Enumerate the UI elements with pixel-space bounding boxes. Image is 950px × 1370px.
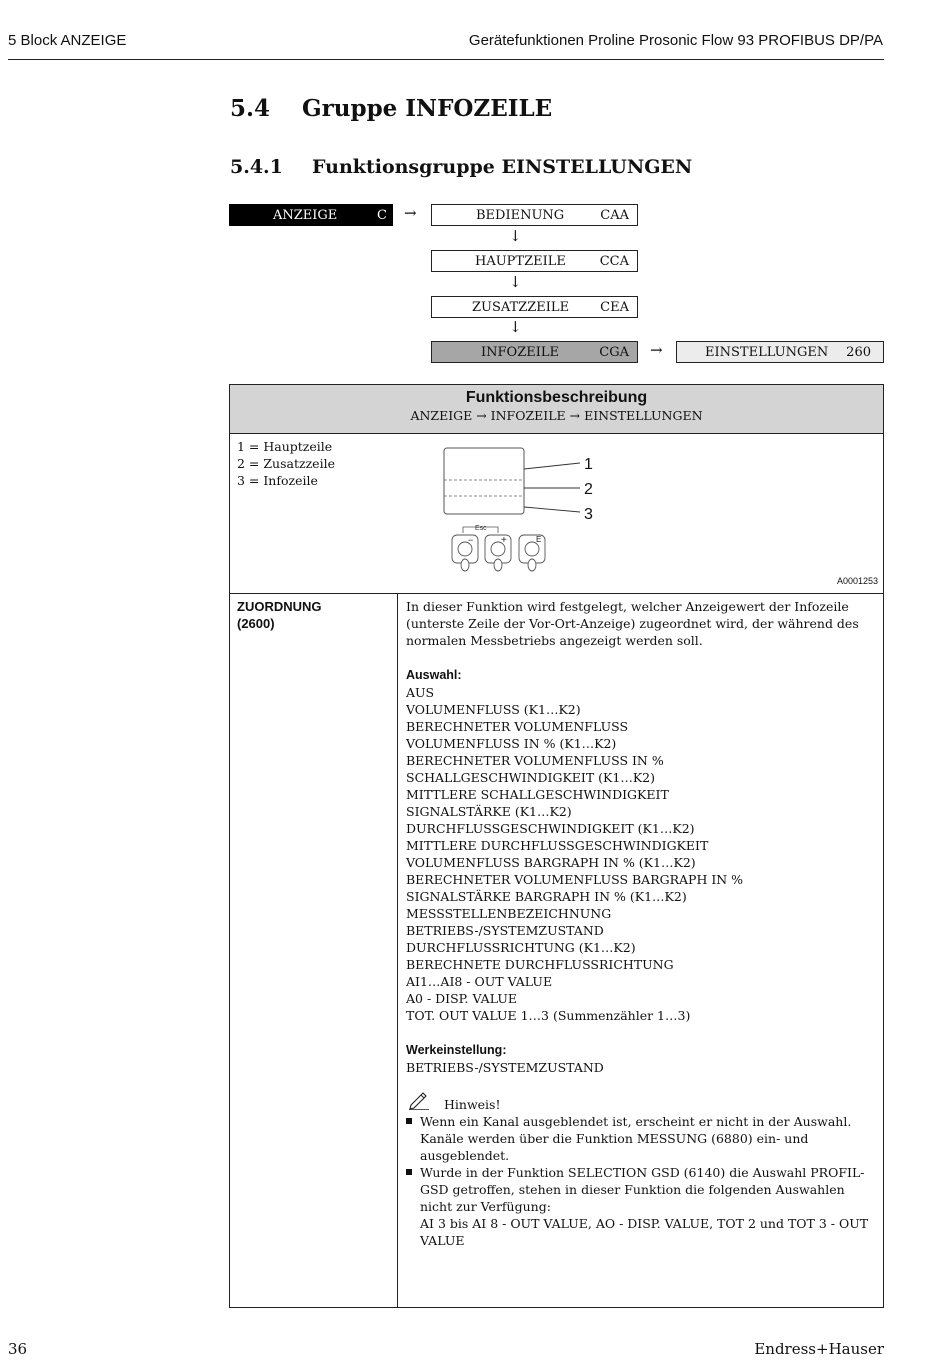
legend-item: 1 = Hauptzeile: [237, 439, 333, 454]
note-item: [406, 1164, 876, 1249]
nav-group-infozeile: [431, 341, 638, 363]
option-item: VOLUMENFLUSS (K1…K2): [406, 702, 581, 717]
display-screen: [444, 448, 524, 514]
option-item: AUS: [406, 685, 435, 700]
column-divider: [397, 593, 398, 1308]
subsection-title: Funktionsgruppe EINSTELLUNGEN: [312, 156, 693, 178]
brand-name: Endress+Hauser: [754, 1340, 884, 1358]
callout-2: 2: [584, 481, 593, 498]
selection-label: Auswahl:: [406, 668, 462, 682]
callout-3: 3: [584, 506, 593, 523]
option-item: BERECHNETER VOLUMENFLUSS IN %: [406, 753, 664, 768]
function-name-cell: [237, 598, 322, 632]
option-item: VOLUMENFLUSS IN % (K1…K2): [406, 736, 617, 751]
option-item: SCHALLGESCHWINDIGKEIT (K1…K2): [406, 770, 656, 785]
svg-text:−: −: [468, 535, 474, 545]
note-label: Hinweis!: [444, 1097, 501, 1112]
header-rule: [8, 59, 884, 60]
nav-group-bedienung: [431, 204, 638, 226]
arrow-down-icon: ↓: [509, 227, 522, 245]
option-item: BERECHNETE DURCHFLUSSRICHTUNG: [406, 957, 674, 972]
option-item: SIGNALSTÄRKE (K1…K2): [406, 804, 572, 819]
svg-text:+: +: [501, 535, 507, 546]
legend-item: 2 = Zusatzzeile: [237, 456, 335, 471]
function-name: ZUORDNUNG: [237, 599, 322, 614]
default-label: Werkeinstellung:: [406, 1043, 507, 1057]
figure-legend: [237, 438, 335, 489]
option-item: A0 - DISP. VALUE: [406, 991, 517, 1006]
table-path: ANZEIGE → INFOZEILE → EINSTELLUNGEN: [410, 408, 703, 423]
running-header-right: Gerätefunktionen Proline Prosonic Flow 93 PROFIBUS DP/PA: [468, 32, 883, 49]
enter-key-icon: [519, 535, 545, 571]
section-heading: [230, 95, 552, 122]
nav-group-label: INFOZEILE: [481, 345, 559, 360]
option-item: VOLUMENFLUSS BARGRAPH IN % (K1…K2): [406, 855, 696, 870]
callout-leader: [524, 463, 580, 469]
display-figure: [438, 443, 608, 573]
nav-group-code: CAA: [600, 208, 629, 223]
subsection-number: 5.4.1: [230, 156, 283, 178]
pencil-icon: [408, 1090, 430, 1110]
arrow-down-icon: ↓: [509, 273, 522, 291]
nav-group-zusatzzeile: [431, 296, 638, 318]
figure-id: A0001253: [836, 576, 878, 586]
nav-group-hauptzeile: [431, 250, 638, 272]
legend-item: 3 = Infozeile: [237, 473, 318, 488]
callout-leader: [524, 507, 580, 512]
option-item: BERECHNETER VOLUMENFLUSS BARGRAPH IN %: [406, 872, 744, 887]
arrow-down-icon: ↓: [509, 318, 522, 336]
bullet-icon: [406, 1118, 412, 1124]
page-number: 36: [8, 1340, 28, 1358]
arrow-right-icon: →: [650, 341, 663, 359]
option-item: MITTLERE SCHALLGESCHWINDIGKEIT: [406, 787, 669, 802]
option-item: DURCHFLUSSRICHTUNG (K1…K2): [406, 940, 636, 955]
table-header: [229, 384, 884, 434]
callout-1: 1: [584, 456, 593, 473]
option-item: BERECHNETER VOLUMENFLUSS: [406, 719, 629, 734]
nav-group-code: CGA: [599, 345, 629, 360]
nav-block-label: ANZEIGE: [273, 208, 338, 223]
option-item: AI1…AI8 - OUT VALUE: [406, 974, 553, 989]
nav-block-anzeige: [229, 204, 393, 226]
nav-group-code: CCA: [599, 254, 629, 269]
option-item: MESSSTELLENBEZEICHNUNG: [406, 906, 612, 921]
function-description-cell: [406, 598, 876, 1249]
section-number: 5.4: [230, 95, 271, 122]
row-divider: [229, 593, 884, 594]
nav-group-code: CEA: [600, 300, 629, 315]
subsection-heading: [230, 156, 692, 178]
nav-funcgroup-code: 260: [846, 345, 871, 360]
svg-text:E: E: [536, 535, 542, 544]
nav-block-code: C: [377, 208, 387, 223]
option-item: DURCHFLUSSGESCHWINDIGKEIT (K1…K2): [406, 821, 695, 836]
note-text: Wurde in der Funktion SELECTION GSD (6140) die Auswahl PROFIL-GSD getroffen, stehen in dieser Funktion die folgenden Auswahlen nicht zur Verfügung:: [420, 1165, 865, 1214]
note-extra-text: AI 3 bis AI 8 - OUT VALUE, AO - DISP. VALUE, TOT 2 und TOT 3 - OUT VALUE: [420, 1216, 869, 1248]
option-item: TOT. OUT VALUE 1…3 (Summenzähler 1…3): [406, 1008, 691, 1023]
minus-key-icon: [452, 535, 478, 571]
description-text: In dieser Funktion wird festgelegt, welcher Anzeigewert der Infozeile (unterste Zeile der Vor-Ort-Anzeige) zugeordnet wird, der während des normalen Messbetriebs angezeigt werden soll.: [406, 599, 859, 648]
note-item: [406, 1113, 876, 1164]
bullet-icon: [406, 1169, 412, 1175]
option-item: MITTLERE DURCHFLUSSGESCHWINDIGKEIT: [406, 838, 709, 853]
arrow-right-icon: →: [404, 204, 417, 222]
section-title: Gruppe INFOZEILE: [302, 95, 553, 122]
esc-label: Esc: [475, 525, 487, 532]
note-text: Wenn ein Kanal ausgeblendet ist, erscheint er nicht in der Auswahl. Kanäle werden über die Funktion MESSUNG (6880) ein- und ausgeblendet.: [420, 1114, 852, 1163]
option-item: BETRIEBS-/SYSTEMZUSTAND: [406, 923, 604, 938]
table-heading: Funktionsbeschreibung: [465, 389, 648, 406]
note-heading: [406, 1096, 876, 1113]
nav-funcgroup-einstellungen: [676, 341, 884, 363]
nav-funcgroup-label: EINSTELLUNGEN: [705, 345, 829, 360]
option-item: SIGNALSTÄRKE BARGRAPH IN % (K1…K2): [406, 889, 687, 904]
nav-group-label: BEDIENUNG: [476, 208, 565, 223]
function-code: (2600): [237, 616, 275, 631]
default-value: BETRIEBS-/SYSTEMZUSTAND: [406, 1060, 604, 1075]
option-list: [406, 684, 876, 1024]
nav-group-label: HAUPTZEILE: [475, 254, 566, 269]
plus-key-icon: [485, 535, 511, 571]
nav-group-label: ZUSATZZEILE: [472, 300, 570, 315]
running-header-left: 5 Block ANZEIGE: [8, 32, 127, 49]
